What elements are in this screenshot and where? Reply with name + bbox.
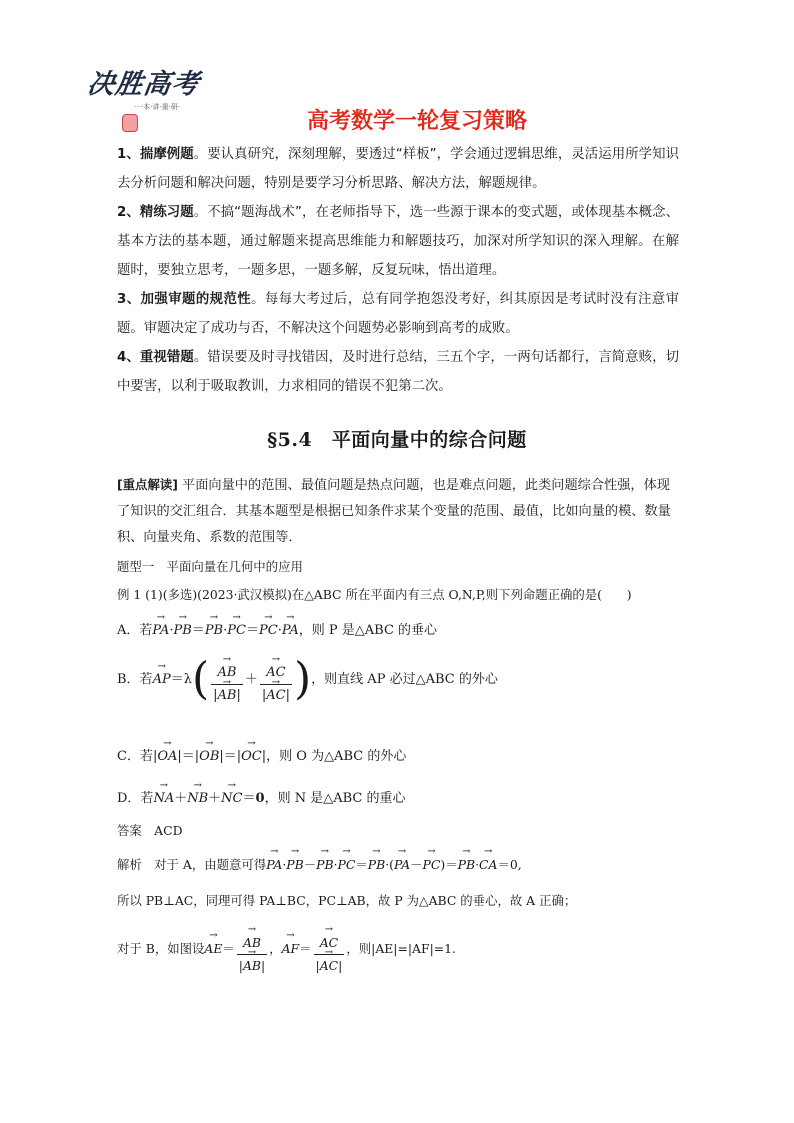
analysis-line-2: 所以 PB⊥AC，同理可得 PA⊥BC，PC⊥AB，故 P 为△ABC 的垂心，故 A 正确； (117, 893, 577, 908)
strategy-list (117, 140, 679, 401)
strategy-item: 4、重视错题。错误要及时寻找错因，及时进行总结，三五个字，一两句话都行，言简意赅，切中要害，以利于吸取教训，力求相同的错误不犯第二次。 (117, 350, 679, 394)
strategy-item: 2、精练习题。不搞“题海战术”，在老师指导下，选一些源于课本的变式题，或体现基本概念、基本方法的基本题，通过解题来提高思维能力和解题技巧，加深对所学知识的深入理解。在解题时，要独立思考，一题多思，一题多解，反复玩味，悟出道理。 (117, 205, 679, 278)
option-c: C．若|→ OA|＝|→ OB|＝|→ OC|，则 O 为△ABC 的外心 (117, 744, 679, 770)
focus-paragraph (117, 472, 679, 551)
option-b: B．若→ AP＝λ( → $\frac{AB}{|\to AB|}$ ＋ → $\frac{AC}{|\to AC|}$ )，则直线 AP 必过△ABC 的外心 (117, 652, 679, 724)
analysis-line-3: 对于 B，如图设→ AE＝ → $\frac{AB}{|\to AB|}$ ，→ AF＝ → $\frac{AC}{|\to AC|}$ ，则|AE|=|AF|=1. (117, 922, 679, 977)
focus-label: [重点解读] (117, 477, 178, 492)
example-question: 例 1 (1)(多选)(2023·武汉模拟)在△ABC 所在平面内有三点 O,N,P,则下列命题正确的是( ) (117, 587, 632, 602)
answer-label: 答案 (117, 823, 142, 838)
analysis-line-1: 解析 对于 A，由题意可得→ PA·→ PB－→ PB·→ PC＝→ PB·(→ PA－→ PC)＝→ PB·→ CA＝0, (117, 852, 679, 878)
logo-text: 决胜高考 (85, 69, 202, 100)
strategy-item: 3、加强审题的规范性。每每大考过后，总有同学抱怨没考好，纠其原因是考试时没有注意审题。审题决定了成功与否，不解决这个问题势必影响到高考的成败。 (117, 292, 680, 336)
topic-heading: 题型一 平面向量在几何中的应用 (117, 559, 303, 574)
page-title: 高考数学一轮复习策略 (306, 109, 527, 134)
logo-subtext: ·一本·讲·重·研· (134, 103, 181, 111)
focus-text: 平面向量中的范围、最值问题是热点问题，也是难点问题，此类问题综合性强，体现了知识的交汇组合．其基本题型是根据已知条件求某个变量的范围、最值，比如向量的模、数量积、向量夹角、系数的范围等． (117, 478, 671, 545)
option-a: A．若→ PA·→ PB＝→ PB·→ PC＝→ PC·→ PA，则 P 是△ABC 的垂心 (117, 618, 679, 644)
strategy-item: 1、揣摩例题。要认真研究，深刻理解，要透过“样板”，学会通过逻辑思维，灵活运用所学知识去分析问题和解决问题，特别是要学习分析思路、解决方法，解题规律。 (117, 147, 679, 191)
option-d: D．若→ NA＋→ NB＋→ NC＝0，则 N 是△ABC 的重心 (117, 786, 679, 812)
section-title: §5.4 平面向量中的综合问题 (267, 429, 527, 451)
answer-value: ACD (154, 823, 183, 838)
